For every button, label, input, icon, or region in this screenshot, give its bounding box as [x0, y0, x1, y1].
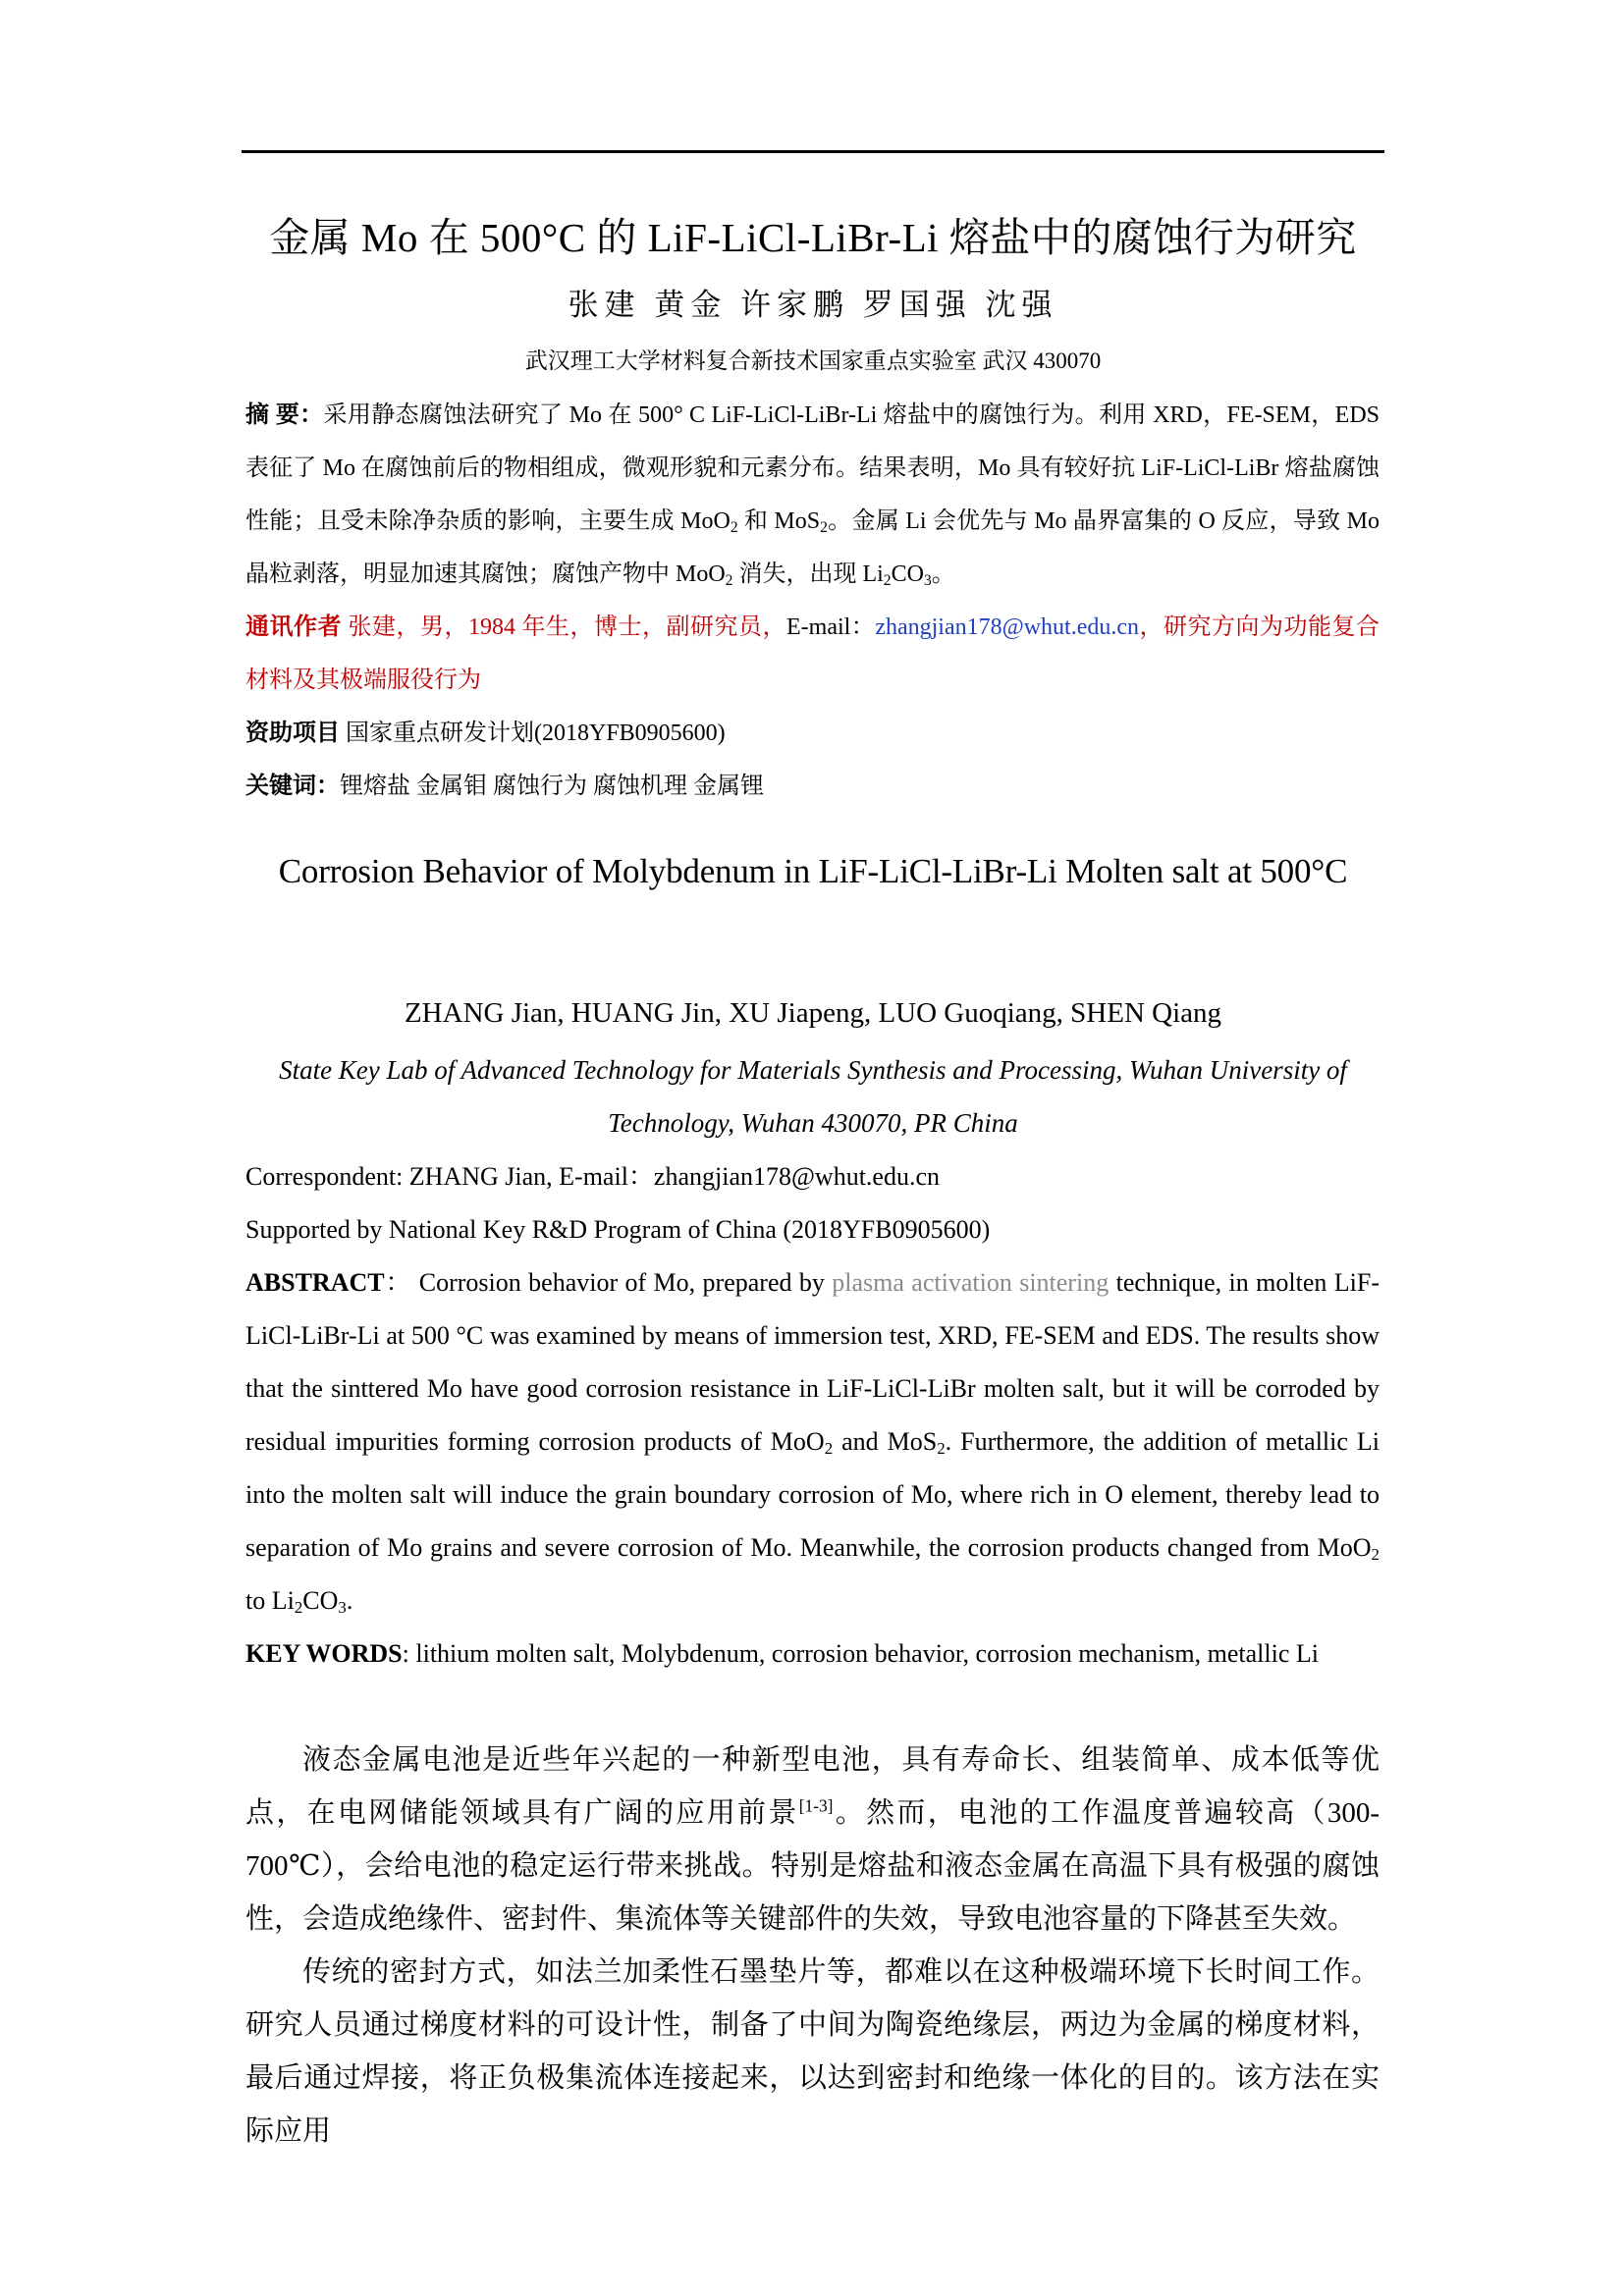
chinese-correspondent [245, 601, 1380, 707]
english-title: Corrosion Behavior of Molybdenum in LiF-LiCl-LiBr-Li Molten salt at 500°C [278, 852, 1348, 890]
english-abstract-text: to Li [245, 1586, 295, 1615]
subscript: 3 [923, 571, 932, 589]
chinese-abstract-text: CO [891, 561, 924, 587]
english-abstract-text: technique, in molten LiF-LiCl-LiBr-Li at 500 °C was examined by means of immersion test, XRD, FE-SEM and EDS. The results show that the sinttered Mo have good corrosion resistance in LiF-LiCl-LiBr molten salt, but it will be corroded by residual impurities forming corrosion products of MoO [245, 1268, 1380, 1456]
body-paragraph-2: 传统的密封方式，如法兰加柔性石墨垫片等，都难以在这种极端环境下长时间工作。研究人员通过梯度材料的可设计性，制备了中间为陶瓷绝缘层，两边为金属的梯度材料，最后通过焊接，将正负极集流体连接起来，以达到密封和绝缘一体化的目的。该方法在实际应用 [245, 1956, 1380, 2147]
body-paragraph-1 [245, 1734, 1380, 1946]
chinese-affiliation: 武汉理工大学材料复合新技术国家重点实验室 武汉 430070 [524, 348, 1102, 373]
chinese-keywords [245, 760, 1380, 813]
keywords-label: 关键词： [245, 774, 340, 799]
subscript: 2 [725, 571, 733, 589]
subscript: 2 [824, 1439, 834, 1459]
english-abstract [245, 1256, 1380, 1628]
chinese-abstract-text: 和 MoS [737, 508, 821, 534]
body-text: 。然而，电池的工作温度普遍较高（300-700℃），会给电池的稳定运行带来挑战。特别是熔盐和液态金属在高温下具有极强的腐蚀性，会造成绝缘件、密封件、集流体等关键部件的失效，导致电池容量的下降甚至失效。 [245, 1797, 1380, 1935]
abstract-separator: ： [384, 1268, 419, 1297]
chinese-title: 金属 Mo 在 500°C 的 LiF-LiCl-LiBr-Li 熔盐中的腐蚀行为研究 [269, 215, 1357, 260]
english-keywords-text: : lithium molten salt, Molybdenum, corrosion behavior, corrosion mechanism, metallic Li [402, 1639, 1319, 1668]
funding-text: 国家重点研发计划(2018YFB0905600) [340, 721, 726, 746]
english-keywords-label: KEY WORDS [245, 1639, 403, 1668]
english-abstract-label: ABSTRACT [245, 1268, 385, 1297]
english-abstract-text: CO [302, 1586, 339, 1615]
english-abstract-text: . Furthermore, the addition of metallic Li into the molten salt will induce the grain boundary corrosion of Mo, where rich in O element, thereby lead to separation of Mo grains and severe corrosion of Mo. Meanwhile, the corrosion products changed from MoO [245, 1427, 1380, 1562]
research-direction: ，研究方向为功能复合材料及其极端服役行为 [245, 614, 1380, 693]
email-link[interactable]: zhangjian178@whut.edu.cn [875, 614, 1140, 640]
highlighted-term: plasma activation sintering [832, 1268, 1110, 1297]
subscript: 2 [820, 518, 828, 536]
subscript: 2 [883, 571, 892, 589]
chinese-abstract [245, 389, 1380, 601]
header-rule [242, 150, 1384, 153]
english-correspondent: Correspondent: ZHANG Jian, E-mail：zhangjian178@whut.edu.cn [245, 1162, 941, 1191]
english-supported: Supported by National Key R&D Program of China (2018YFB0905600) [245, 1215, 991, 1244]
english-abstract-text: Corrosion behavior of Mo, prepared by [418, 1268, 833, 1297]
subscript: 2 [937, 1439, 946, 1459]
chinese-authors: 张建 黄金 许家鹏 罗国强 沈强 [568, 288, 1058, 322]
funding-label: 资助项目 [245, 721, 340, 746]
correspondent-label: 通讯作者 [245, 614, 342, 640]
correspondent-info: 张建，男，1984 年生，博士，副研究员， [342, 614, 786, 640]
subscript: 2 [294, 1598, 303, 1618]
chinese-abstract-text: 消失，出现 Li [732, 561, 884, 587]
chinese-abstract-text: 。金属 Li 会优先与 Mo 晶界富集的 O 反应，导致 Mo 晶粒剥落，明显加速其腐蚀；腐蚀产物中 MoO [245, 508, 1380, 587]
email-label: E-mail： [786, 614, 876, 640]
subscript: 2 [1371, 1545, 1380, 1565]
english-abstract-text: . [346, 1586, 353, 1615]
chinese-funding [245, 707, 1380, 760]
keywords-text: 锂熔盐 金属钼 腐蚀行为 腐蚀机理 金属锂 [340, 774, 764, 799]
chinese-abstract-label: 摘 要： [245, 402, 324, 428]
body-text: 液态金属电池是近些年兴起的一种新型电池，具有寿命长、组装简单、成本低等优点，在电网储能领域具有广阔的应用前景 [245, 1744, 1380, 1829]
subscript: 2 [730, 518, 738, 536]
chinese-abstract-text: 采用静态腐蚀法研究了 Mo 在 500° C LiF-LiCl-LiBr-Li 熔盐中的腐蚀行为。利用 XRD，FE-SEM，EDS 表征了 Mo 在腐蚀前后的物相组成，微观形貌和元素分布。结果表明，Mo 具有较好抗 LiF-LiCl-LiBr 熔盐腐蚀性能；且受未除净杂质的影响，主要生成 MoO [245, 402, 1380, 534]
english-abstract-text: and MoS [833, 1427, 938, 1456]
english-affiliation: State Key Lab of Advanced Technology for Materials Synthesis and Processing, Wuhan University of Technology, Wuhan 430070, PR China [279, 1055, 1347, 1138]
subscript: 3 [338, 1598, 347, 1618]
english-keywords [245, 1628, 1380, 1681]
citation-ref: [1-3] [798, 1795, 834, 1816]
chinese-abstract-text: 。 [931, 561, 955, 587]
english-authors: ZHANG Jian, HUANG Jin, XU Jiapeng, LUO Guoqiang, SHEN Qiang [404, 997, 1222, 1029]
